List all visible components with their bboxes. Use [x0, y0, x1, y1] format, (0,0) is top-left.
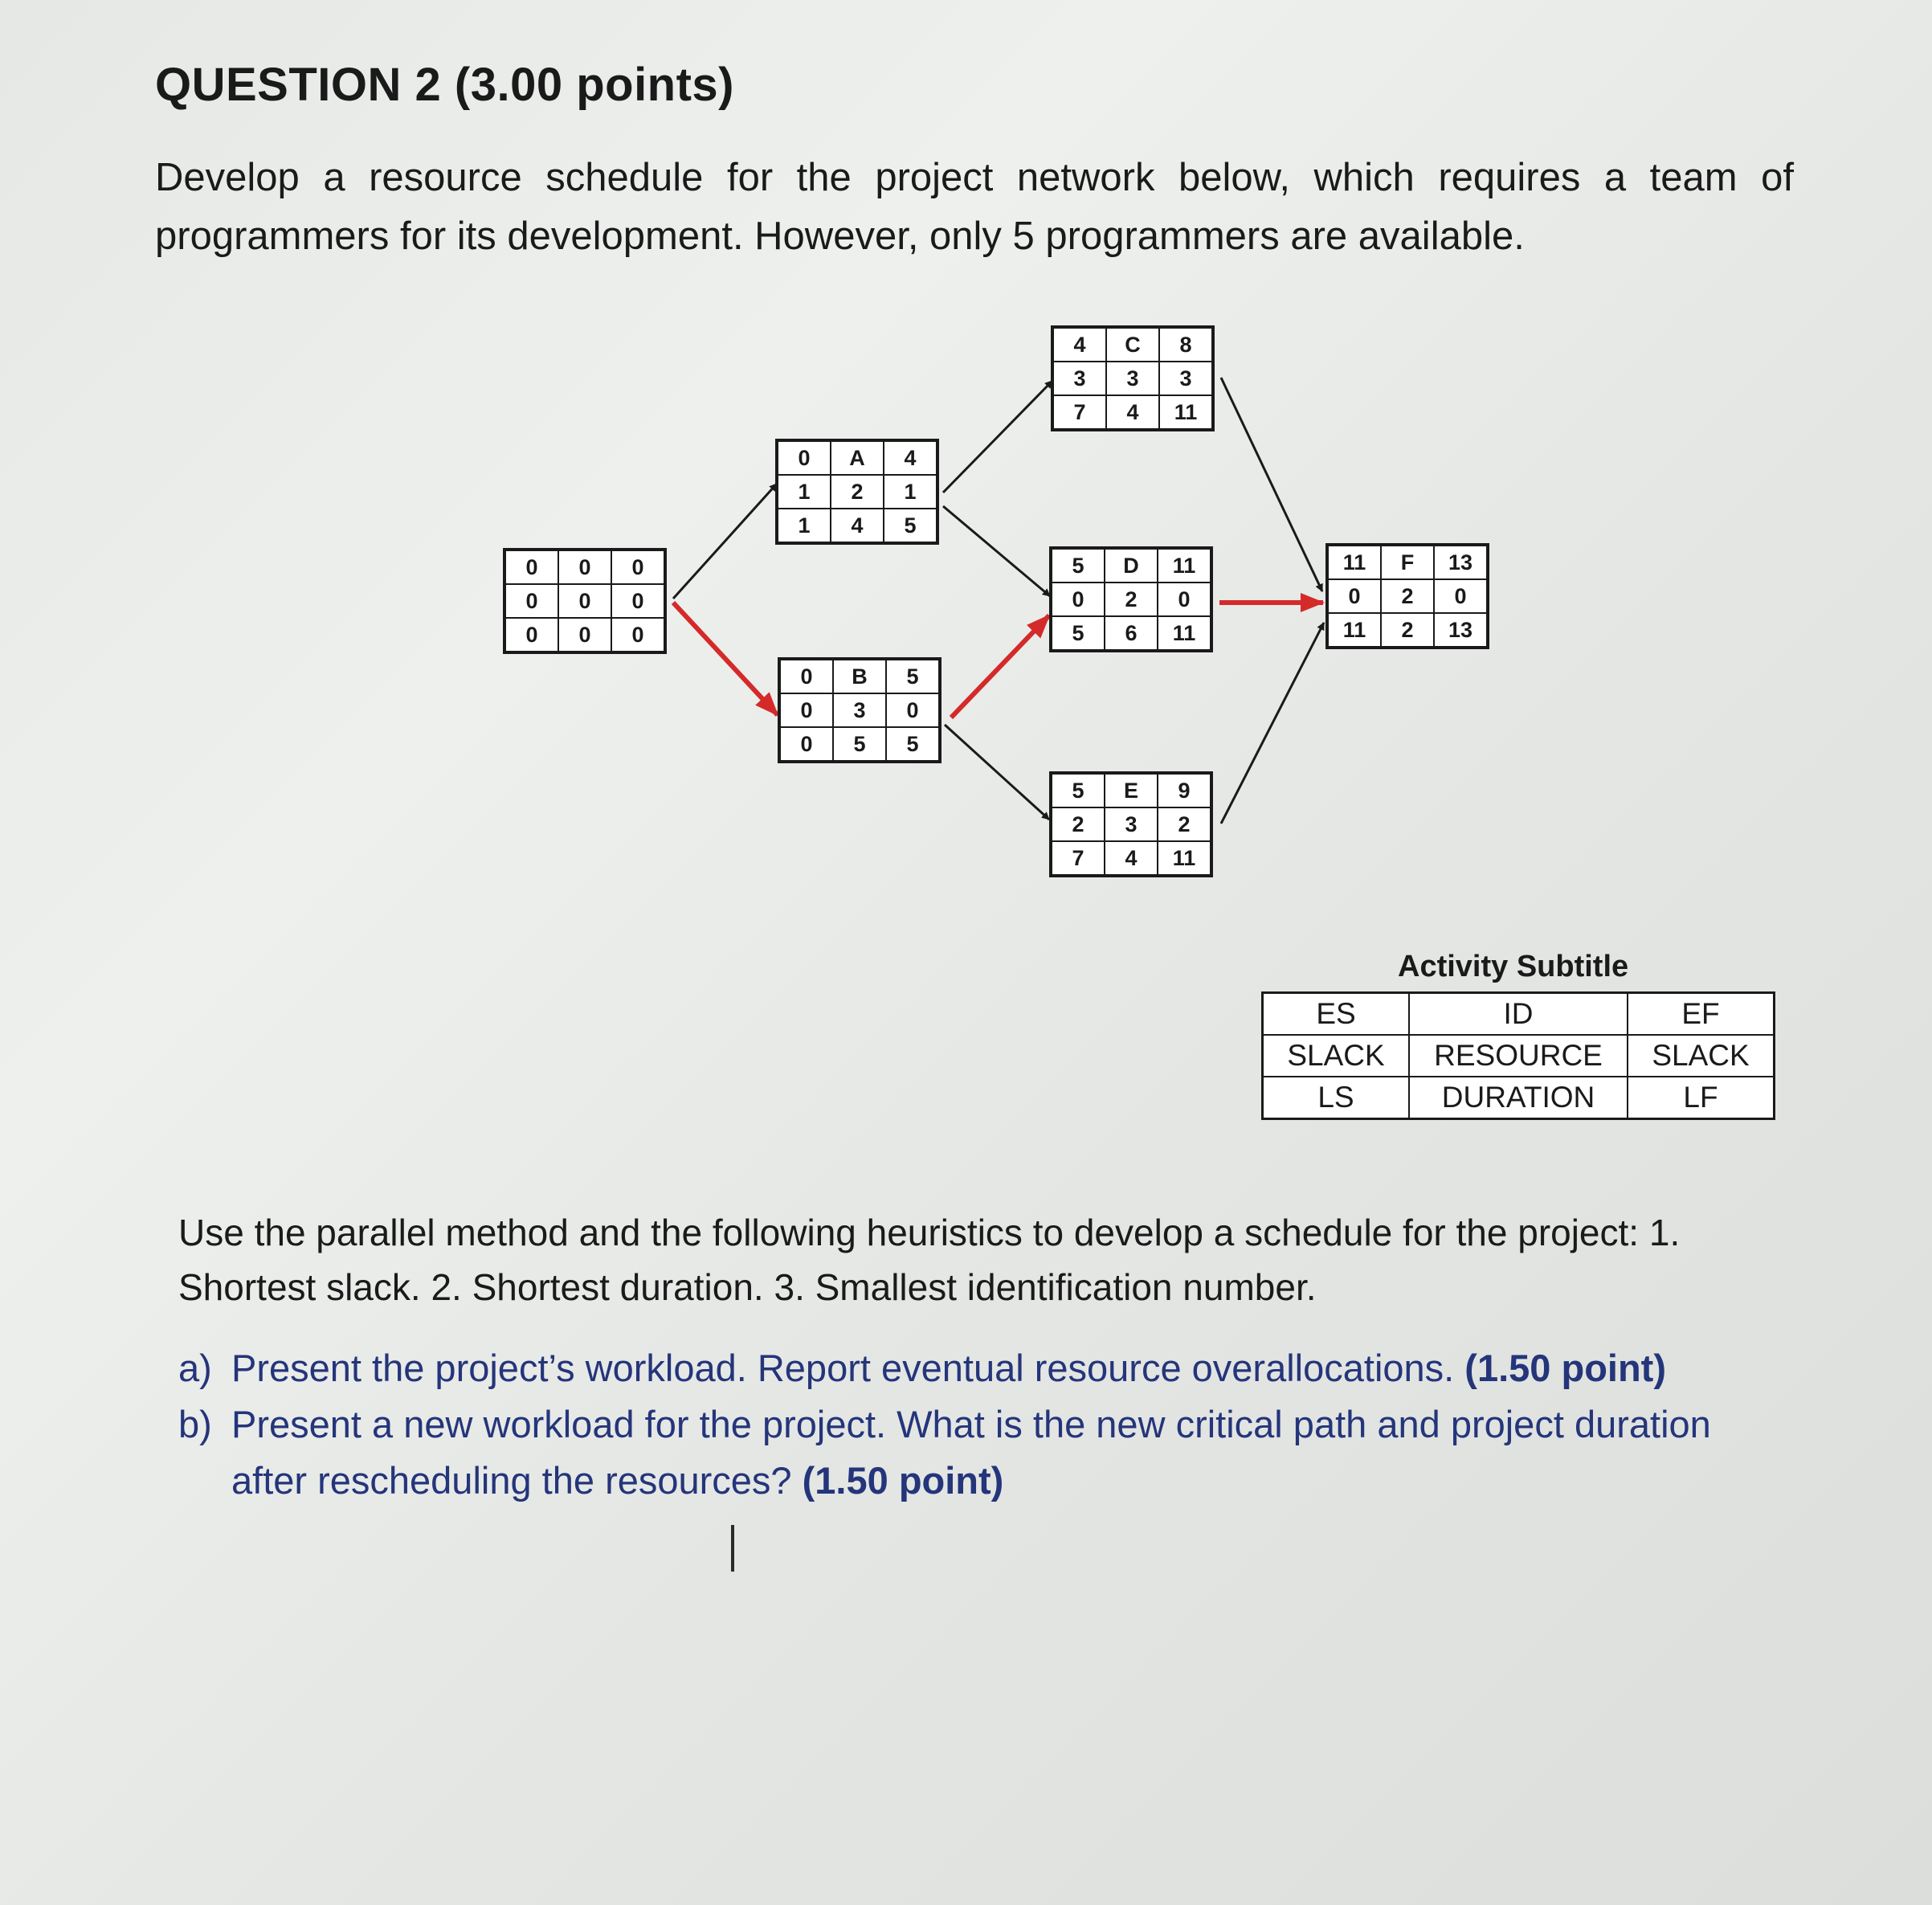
node-cell: 5	[886, 727, 940, 762]
arrow-e-f	[1221, 623, 1324, 824]
node-cell: 11	[1327, 613, 1381, 648]
node-activity-d	[1049, 546, 1213, 652]
node-cell: F	[1381, 545, 1434, 579]
node-activity-e	[1049, 771, 1213, 877]
node-cell: 0	[779, 727, 833, 762]
node-cell: 4	[1106, 395, 1159, 430]
node-cell: 1	[884, 475, 937, 509]
legend-cell: LS	[1263, 1077, 1410, 1119]
node-cell: 11	[1158, 548, 1211, 583]
node-cell: 3	[1105, 807, 1158, 841]
legend-caption: Activity Subtitle	[1398, 950, 1629, 983]
node-cell: 3	[1106, 362, 1159, 395]
node-cell: 7	[1052, 395, 1106, 430]
node-cell: 3	[1159, 362, 1213, 395]
node-cell: D	[1105, 548, 1158, 583]
node-activity-c	[1051, 325, 1215, 431]
node-cell: C	[1106, 327, 1159, 362]
part-b	[178, 1396, 1785, 1509]
node-cell: E	[1105, 773, 1158, 807]
node-cell: 0	[777, 440, 831, 475]
node-cell: 1	[777, 475, 831, 509]
node-cell: 0	[504, 618, 558, 652]
node-cell: 0	[779, 693, 833, 727]
node-activity-a	[775, 439, 939, 545]
node-cell: 2	[1381, 579, 1434, 613]
part-a-label: a)	[178, 1347, 212, 1389]
node-cell: 0	[611, 550, 665, 584]
arrow-start-a	[673, 484, 777, 599]
legend-cell: DURATION	[1409, 1077, 1628, 1119]
node-cell: 0	[1434, 579, 1488, 613]
node-cell: 0	[779, 659, 833, 693]
arrow-b-e	[945, 725, 1049, 820]
legend-cell: SLACK	[1628, 1035, 1775, 1077]
node-cell: 0	[611, 584, 665, 618]
arrow-b-d	[951, 615, 1049, 717]
node-cell: 1	[777, 509, 831, 543]
node-cell: 5	[833, 727, 886, 762]
node-cell: 0	[504, 550, 558, 584]
node-cell: 13	[1434, 545, 1488, 579]
node-cell: 0	[1327, 579, 1381, 613]
node-cell: 2	[831, 475, 884, 509]
method-instructions: Use the parallel method and the following heuristics to develop a schedule for the project: 1. Shortest slack. 2. Shortest duration. 3. Smallest identification number.	[178, 1212, 1681, 1308]
part-b-points: (1.50 point)	[802, 1459, 1004, 1502]
node-cell: 3	[1052, 362, 1106, 395]
node-cell: 4	[831, 509, 884, 543]
node-cell: 7	[1051, 841, 1105, 876]
node-cell: 5	[1051, 773, 1105, 807]
question-title: QUESTION 2 (3.00 points)	[155, 59, 734, 111]
node-cell: B	[833, 659, 886, 693]
legend-table	[1261, 991, 1775, 1120]
node-cell: 0	[504, 584, 558, 618]
node-activity-b	[778, 657, 941, 763]
node-cell: 0	[1051, 583, 1105, 616]
node-cell: 8	[1159, 327, 1213, 362]
legend-cell: RESOURCE	[1409, 1035, 1628, 1077]
node-cell: 0	[558, 584, 611, 618]
part-a-points: (1.50 point)	[1464, 1347, 1666, 1389]
node-cell: 5	[1051, 616, 1105, 651]
part-b-label: b)	[178, 1403, 212, 1445]
question-intro: Develop a resource schedule for the project network below, which requires a team of programmers for its development. However, only 5 programmers are available.	[155, 156, 1794, 258]
node-activity-f	[1325, 543, 1489, 649]
part-a-text: Present the project’s workload. Report eventual resource overallocations.	[231, 1347, 1455, 1389]
node-cell: 0	[886, 693, 940, 727]
node-cell: 0	[558, 550, 611, 584]
node-cell: 2	[1051, 807, 1105, 841]
node-cell: 11	[1158, 616, 1211, 651]
node-cell: 0	[611, 618, 665, 652]
node-cell: 4	[884, 440, 937, 475]
node-cell: 4	[1105, 841, 1158, 876]
node-cell: 6	[1105, 616, 1158, 651]
node-cell: 0	[1158, 583, 1211, 616]
text-cursor	[731, 1525, 734, 1572]
legend-cell: ES	[1263, 993, 1410, 1036]
node-start	[503, 548, 667, 654]
node-cell: 0	[558, 618, 611, 652]
node-cell: 4	[1052, 327, 1106, 362]
node-cell: 2	[1105, 583, 1158, 616]
node-cell: 5	[884, 509, 937, 543]
legend-cell: LF	[1628, 1077, 1775, 1119]
legend-cell: ID	[1409, 993, 1628, 1036]
arrow-a-d	[943, 506, 1050, 596]
legend-cell: SLACK	[1263, 1035, 1410, 1077]
node-cell: A	[831, 440, 884, 475]
node-cell: 13	[1434, 613, 1488, 648]
arrow-c-f	[1221, 378, 1322, 591]
part-b-text: Present a new workload for the project. What is the new critical path and project duration after rescheduling the resources?	[231, 1403, 1711, 1502]
part-a	[178, 1340, 1785, 1396]
question-parts	[178, 1340, 1785, 1509]
node-cell: 11	[1159, 395, 1213, 430]
node-cell: 11	[1158, 841, 1211, 876]
arrow-start-b	[673, 603, 778, 715]
legend-cell: EF	[1628, 993, 1775, 1036]
node-cell: 5	[886, 659, 940, 693]
node-cell: 11	[1327, 545, 1381, 579]
node-cell: 9	[1158, 773, 1211, 807]
node-cell: 5	[1051, 548, 1105, 583]
node-cell: 2	[1158, 807, 1211, 841]
node-cell: 3	[833, 693, 886, 727]
node-cell: 2	[1381, 613, 1434, 648]
arrow-a-c	[943, 381, 1052, 493]
